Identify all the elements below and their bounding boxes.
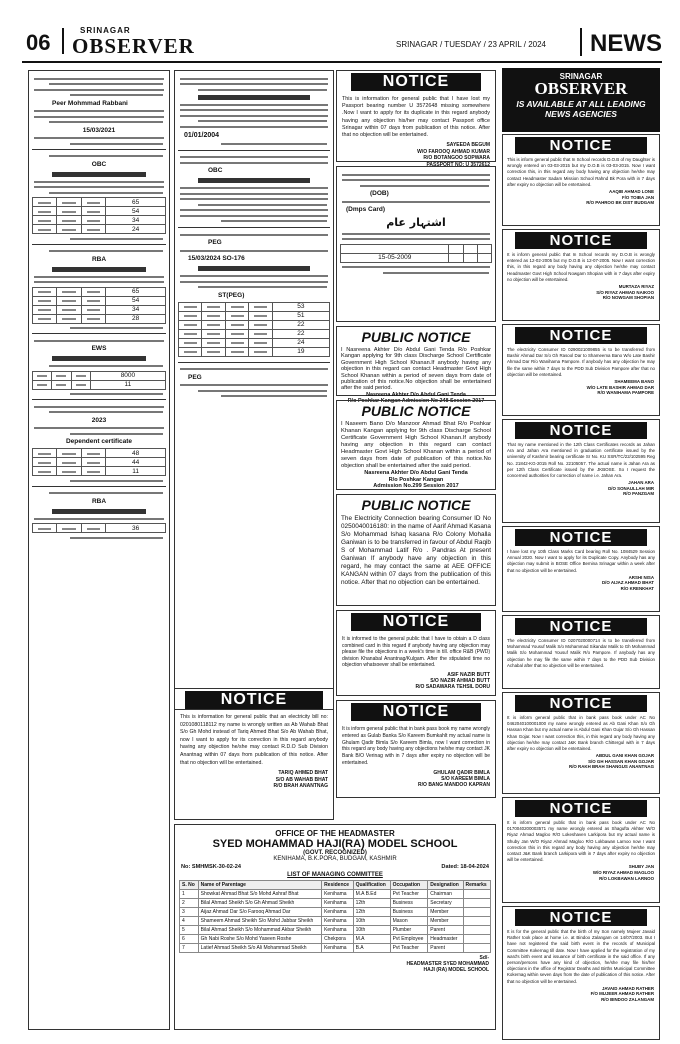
notice-box [502,229,660,321]
committee-cell: 5 [180,926,199,935]
urdu-table-value: 34 [106,216,166,225]
notice-heading: NOTICE [185,691,323,709]
public-notice-heading: PUBLIC NOTICE [361,497,471,513]
committee-column-header: S. No [180,881,199,890]
notice-box [502,797,660,903]
urdu-ad-2 [32,149,166,240]
urdu-table-2 [32,287,166,324]
urdu-ad-date: 15/03/2021 [82,126,116,134]
committee-cell: Headmaster [428,935,463,944]
committee-column-header: Remarks [463,881,490,890]
committee-cell: 7 [180,944,199,953]
school-ref-no: No: SMHMSK-30-02-24 [181,864,241,870]
urdu-ad-year: 2023 [91,416,107,424]
notice-body: It is inform general public that in bank pass book my name wrongly entered as Gulab Banka S/o Kareem Bumkahlt my actual name is Ghulam Qadir Bimla S/o Kareem Bimla, now I want correction in this regard any body having any objections he/she may contact JK Bank B/O Verinag with in 7 days after expiry no objection will be entertained. [342,726,490,766]
committee-cell: 2 [180,899,199,908]
urdu-table-value: 11 [90,380,165,389]
notice-signature: SHAMEEMA BANO W/O LATE BASHIR AHMAD DAR R/O WANIHAMA PAMPORE [586,379,654,396]
urdu-table-value: 24 [272,338,329,347]
public-notice-body: The Electricity Connection bearing Consumer ID No 0250040016180: in the name of Aarif Ahmad Kasana S/o Mohammad Ishaq kasana R/o Colony Mohalla Ganiwan is to be transferred in favour of Abdul Raqib S of Mohammad Latif R/o . Pandras At present Ganiwan If anybody have any objection in this regard, he may contact the same at AEE OFFICE KANGAN within 07 days from the publication of this notice. After that no objection can be entertained. [341,515,491,586]
committee-row [180,890,491,899]
committee-cell: Chairman [428,890,463,899]
urdu-mid-ad-3 [178,227,330,357]
committee-cell: Member [428,908,463,917]
committee-cell: Kenihama [322,917,354,926]
committee-cell [463,917,490,926]
promo-tagline: IS AVAILABLE AT ALL LEADING NEWS AGENCIES [516,99,646,119]
notice-heading: NOTICE [351,703,481,721]
committee-column-header: Designation [428,881,463,890]
committee-cell: Kenihama [322,899,354,908]
committee-cell: 4 [180,917,199,926]
committee-cell: 12th [353,908,390,917]
urdu-table-3 [32,371,166,390]
notice-heading: NOTICE [515,137,647,154]
committee-cell: Bilal Ahmad Sheikh S/o Mohammad Akbar Sheikh [198,926,321,935]
committee-row [180,908,491,917]
urdu-table-value: 24 [106,225,166,234]
notice-heading: NOTICE [515,695,647,712]
notice-signature: ARSHI NISA D/O AIJAZ AHMAD BHAT R/O KRENKHAT [601,574,654,591]
urdu-ad-6 [32,486,166,539]
observer-promo [502,68,660,132]
committee-cell: M.A [353,935,390,944]
urdu-table-value: 48 [106,449,166,458]
promo-top: SRINAGAR [559,72,603,81]
committee-cell: Kenihama [322,944,354,953]
committee-cell: Mason [390,917,428,926]
committee-cell: Parent [428,926,463,935]
notice-signature: GHULAM QADIR BIMLA S/O KAREEM BIMLA R/O BANG MANDOO KAPRAN [418,769,490,788]
notice-signature: ABDUL GANI KHAN GOJAR S/O GH HASSAN KHAN GOJAR R/O RAKH BRAH SHANGUS ANANTNAG [569,753,654,770]
committee-cell: 1 [180,890,199,899]
urdu-dob-label: (DOB) [370,190,389,197]
committee-cell: Pvt Employee [390,935,428,944]
urdu-ad-rba: RBA [91,255,107,263]
public-notice-body: I Nasreena Akhter D/o Abdul Gani Tenda R/o Poshkar Kangan applying for 9th class Discharge School Certificate Government High School Khanan.If anybody having any objection in this regard can contact Headmaster Govt High School Khanan within a period of seven days from date of publication of this notice.No objection shall be entertained after the said period. [341,347,491,392]
urdu-mid-ad-1 [178,78,330,145]
urdu-classifieds-left [28,70,170,1030]
committee-row [180,935,491,944]
committee-row [180,944,491,953]
public-notice-1 [336,326,496,405]
notice-signature: MURTAZA RIYAZ S/O RIYAZ AHMAD NAIKOO R/O NOWGAM SHOPIAN [596,284,654,301]
urdu-dob-table [340,244,492,263]
notice-d-class-card [336,610,496,696]
notice-heading: NOTICE [515,618,647,635]
notice-box [502,615,660,689]
notice-signature: JAHAN ARA D/O SONAULLAH MIR R/O PANZGAM [608,480,654,497]
committee-cell: 3 [180,908,199,917]
notice-signature: ASIF NAZIR BUTT S/O NAZIR AHMAD BUTT R/O SADAWARA TEHSIL DORU [415,671,490,690]
urdu-dmps-label: (Dmps Card) [346,206,386,213]
public-notice-2 [336,400,496,490]
dateline: SRINAGAR / TUESDAY / 23 APRIL / 2024 [396,40,546,49]
urdu-ad-obc: OBC [91,160,107,168]
urdu-dob-notice [336,166,496,322]
urdu-table-4 [32,448,166,476]
urdu-ad-5 [32,399,166,482]
urdu-table-value: 44 [106,458,166,467]
committee-cell: 10th [353,926,390,935]
section-title: NEWS [590,30,662,57]
committee-cell: Secretary [428,899,463,908]
page-number: 06 [26,30,51,55]
urdu-ad-3 [32,244,166,330]
notice-box [502,134,660,226]
committee-cell: Pvt Teacher [390,944,428,953]
urdu-ad-dependent: Dependent certificate [65,438,133,445]
notice-bank-passbook [336,700,496,798]
urdu-dob-date: 15-05-2009 [341,253,449,262]
notice-body: It is inform general public that in bank pass book under AC No 0170040200003571 my name wrongly entered as Shagufta Akhter W/O Riyaz Ahmad Magloo R/O Lokeshaven Larkipora but my actual name is Shuby Jan W/O Riyaz Ahmad Magloo R/O Lokbawan Larnoo now I want correction this in this regard any body having any objection he/she may contact J&K Bank branch Larkipora with in 7 days after expiry no objection will be entertained. [507,820,655,863]
committee-cell: B.A [353,944,390,953]
notice-box [502,324,660,416]
public-notice-signature: Nasreena Akhter D/o Abdul Gani Tenda R/o Poshkar Kangan Admission No 248 Session 2017 [347,391,485,405]
school-name: SYED MOHAMMAD HAJI(RA) MODEL SCHOOL [212,838,458,850]
notice-body: It is inform general public that In School records my D.O.B is wrongly entered as 12-02-2005 but my D.O.B is 12-07-2005. Now I want correction this, in this regard any body having any objection he/she may contact Headmaster Govt High School Nowgam Shopian with in 7 days after expiry no objection will be entertained. [507,252,655,282]
header-rule [22,61,662,63]
notice-signature: AAQIB AHMAD LONE F/O TOIBA JAN R/O PAHROO BK DIST BUDGAM [586,189,654,206]
notice-box [502,526,660,612]
brand-logo: OBSERVER [72,34,195,58]
notice-heading: NOTICE [515,909,647,926]
committee-cell: 6 [180,935,199,944]
notice-body: It is informed to the general public that I have to obtain a D class combined card in this regard if anybody having any objection may please file the objections in a week's time in till. office R&B (PWD) division Khanabal Anantnag/Kulgam. After the stipulated time no objection whatsoever shall be entertained. [342,636,490,669]
notice-body: This is inform general public that In School records D.O.B of my Daughter is wrongly entered on 03-03-2015 but my D.O.B is 03-03-2015. Now I want correction this, in this regard any body having any objection he/she may contact Headmaster Sadam Mission School Rahnd Bk Pora with in 7 days after expiry no objection will be entertained. [507,157,655,187]
notice-body: It is for the general public that the birth of my Son namely Mujeer Javaid Rather took place at home i.e. at Bindoo Zalangam on 14/07/2003. But I have not registered the said birth event in the records of Municipal Committee Kokernag till date. Now I have applied for the registration of my ward's birth event and issuance of birth certificate in the said office. If any person/persons have any kind of objection, he/she may file his/her objections in the office of Registrar Deaths and Births Municipal Committee Kokernag within seven days from the date of publication of this notice. After that no objection will be entertained. [507,929,655,984]
public-notice-body: I Naseem Bano D/o Manzoor Ahmad Bhat R/o Poshkar Khanan Kangan applying for 9th class Discharge School Certificate Government High School Khanan.If anybody having any objection in this regard can contact Headmaster Govt High School Khanan within a period of seven days from date of publication of this notice.No objection shall be entertained after the said period. [341,421,491,469]
urdu-mid-peg: PEG [208,239,222,246]
notice-box [502,906,660,1040]
urdu-table-value: 51 [272,311,329,320]
school-address: KENIHAMA, B.K.PORA, BUDGAM, KASHMIR [273,856,397,862]
committee-cell: Parent [428,944,463,953]
school-recognition: (GOVT. RECOGNIZED) [303,850,367,856]
committee-cell: M.A B.Ed [353,890,390,899]
notice-passport [336,70,496,168]
committee-cell [463,944,490,953]
page-header [0,0,680,62]
urdu-ishtehar-heading: اشتہار عام [386,216,446,229]
committee-cell: Chekpora [322,935,354,944]
urdu-table-value: 28 [106,314,166,323]
notice-signature: SAYEEDA BEGUM W/O FAROOQ AHMAD KUMAR R/O BOTANGOO SOPWARA PASSPORT NO: U 3572612 [417,142,490,168]
notice-heading: NOTICE [515,529,647,546]
committee-cell: Kenihama [322,926,354,935]
school-signature: Sd/- HEADMASTER SYED MOHAMMAD HAJI (RA) MODEL SCHOOL [406,955,489,973]
notice-heading: NOTICE [351,613,481,631]
urdu-ad-name: Peer Mohmmad Rabbani [52,99,128,107]
notice-heading: NOTICE [515,800,647,817]
committee-cell [463,899,490,908]
committee-column-header: Name of Parentage [198,881,321,890]
committee-row [180,917,491,926]
urdu-table-value: 22 [272,329,329,338]
urdu-table-value: 11 [106,467,166,476]
notice-body: I have lost my 10th Class Marks Card bearing Roll No. 1084529 Session Annual 2020. Now I want to apply for its Duplicate Copy. Anybody has any objection may submit in BOSE Office Bemina Srinagar within a week after that no objection will be entertained. [507,549,655,573]
brand-top: SRINAGAR [80,26,131,35]
urdu-table-value: 22 [272,320,329,329]
urdu-mid-obc: OBC [208,167,223,174]
committee-cell: Bilal Ahmad Sheikh S/o Gh Ahmad Sheikh [198,899,321,908]
urdu-ad-4 [32,333,166,395]
committee-cell: 10th [353,917,390,926]
school-office-line: OFFICE OF THE HEADMASTER [275,829,395,838]
notice-body: That my name mentioned in the 12th Class Certificates records as Jahan Ara and Jahan Ara mentioned in graduation certificate issued by the university of Kashmir bearing certificate Sr No. KU SSR/TC/22/102595 Reg No. 21842-KG-2015 Roll No. 22105057. The actual name is Jahan Ara as per 12th Class Certificate issued by the JKBOSE. So I request the concerned authorities for correction of name i.e. Jahan Ara. [507,442,655,479]
urdu-table-1 [32,197,166,234]
committee-cell [463,926,490,935]
public-notice-heading: PUBLIC NOTICE [361,329,471,345]
school-date: Dated: 18-04-2024 [441,864,489,870]
notice-heading: NOTICE [515,422,647,439]
committee-cell [463,908,490,917]
header-divider-right [580,28,582,56]
urdu-mid-table [178,302,330,357]
public-notice-3 [336,494,496,606]
committee-cell: Business [390,899,428,908]
committee-column-header: Qualification [353,881,390,890]
header-divider [62,28,64,54]
urdu-mid-ad-2 [178,150,330,223]
urdu-mid-ad-4 [178,362,330,398]
notice-box [502,419,660,523]
committee-column-header: Residence [322,881,354,890]
committee-cell [463,935,490,944]
committee-cell: Kenihama [322,908,354,917]
notice-body: This is information for general public that I have lost my Passport bearing number U 3572648 missing somewhere .Now I want to apply for its duplicate in this regard anybody having any objection his/her may contact Passport office Srinagar within 07 days from publication of this notice. After that no objection will be entertained. [342,96,490,139]
urdu-table-value: 8000 [90,371,165,380]
urdu-table-value: 65 [106,287,166,296]
urdu-ad-rba-2: RBA [91,497,107,505]
school-list-title: LIST OF MANAGING COMMITTEE [287,872,383,878]
committee-cell: 12th [353,899,390,908]
urdu-table-value: 65 [106,198,166,207]
urdu-table-value: 53 [272,302,329,311]
committee-cell: Aijaz Ahmad Dar S/o Farooq Ahmad Dar [198,908,321,917]
urdu-mid-peg-dates: 15/03/2024 SO-176 [188,255,245,262]
committee-column-header: Occupation [390,881,428,890]
urdu-table-value: 54 [106,296,166,305]
committee-cell: Gh Nabi Roshe S/o Mohd Yaseen Roshe [198,935,321,944]
notice-body: The electricity Consumer ID 0207020000714 is to be transferred from Mohammad Yousuf Malik S/o Mohammad Sikandar Malik to Gh Mohammad Malik S/o Mohammad Yousuf Malik R/o Pampore. If anybody has any objection he may file the same within 7 days to the PDD Sub Division Achabal after that no objection will be entertained. [507,638,655,668]
notice-body: The electricity Consumer ID 0290021009855 is to be transferred from Bashir Ahmad Dar S/o Gh Rasool Dar to Shameema Bano W/o Late Bashir Ahmad Dar R/o Wanihama Pampore. If anybody has any objection he may file the same within 7 days to the PDD Sub Division Pampore after that no objection will be entertained. [507,347,655,377]
urdu-mid-peg-2: PEG [188,373,202,381]
notice-signature: SHUBY JAN W/O RIYAZ AHMAD MAGLOO R/O LOKBAWAN LARNOO [592,864,654,881]
urdu-table-value: 54 [106,207,166,216]
urdu-table-value: 19 [272,347,329,356]
committee-table [179,880,491,953]
urdu-table-value: 36 [106,524,166,533]
school-committee-notice [174,824,496,1030]
notice-signature: TARIQ AHMED BHAT S/O AB WAHAB BHAT R/O BRAH ANANTNAG [273,770,328,790]
committee-cell: Plumber [390,926,428,935]
committee-cell: Pvt Teacher [390,890,428,899]
committee-cell: Showkat Ahmad Bhat S/o Mohd Ashraf Bhat [198,890,321,899]
urdu-ad-1 [32,78,166,145]
notice-heading: NOTICE [351,73,481,91]
right-notices-column [502,134,660,1034]
notice-signature: JAVAID AHMAD RATHER F/O MUJEER AHMAD RATHER R/O BINDOO ZALANGAM [590,985,654,1003]
public-notice-heading: PUBLIC NOTICE [361,403,471,419]
promo-logo: OBSERVER [534,79,628,98]
notice-body: It is inform general public that in bank pass book under AC No 0462040100001000 my name wrongly entered as Ab Gani Khan S/o Gh Hassan Khan but my actual name is Abdul Gani Khan Gujar S/o Gh Hassan Khan Gojar. Now I want correction this, in this regard any body having any objection he/she may contact J&K Bank branch Chittergul with in 7 days after expiry no objection will be entertained. [507,715,655,752]
committee-cell: Kenihama [322,890,354,899]
committee-cell: Latief Ahmad Sheikh S/o Ali Mohammad Sheikh [198,944,321,953]
notice-heading: NOTICE [515,232,647,249]
notice-heading: NOTICE [515,327,647,344]
committee-cell: Business [390,908,428,917]
urdu-mid-st: ST(PEG) [218,291,245,299]
urdu-classifieds-middle [174,70,334,710]
urdu-table-value: 34 [106,305,166,314]
public-notice-signature: Nasreena Akhter D/o Abdul Gani Tenda R/o Poshkar Kangan Admission No.299 Session 2017 [364,470,468,490]
urdu-mid-date: 01/01/2004 [184,131,220,139]
notice-electricity-bill [174,688,334,820]
committee-cell [463,890,490,899]
committee-row [180,926,491,935]
urdu-table-5 [32,523,166,533]
notice-box [502,692,660,794]
committee-cell: Member [428,917,463,926]
committee-cell: Shameem Ahmad Sheikh S/o Mohd Jabbar Sheikh [198,917,321,926]
urdu-ad-ews: EWS [91,345,107,352]
notice-body: This is information for general public that an electricity bill no: 0201080118112 my name is wrongly written as Ab Wahab Bhat S/o Gh Mohd instead of Tariq Ahmed Bhat S/o Ab Wahab Bhat, now I want to apply for its correction in this regard anybody having any objection he/she may contact R.D.O Sub Division Anantnag within 07 days from publication of this notice. After that no objection will be entertained. [180,714,328,766]
committee-row [180,899,491,908]
